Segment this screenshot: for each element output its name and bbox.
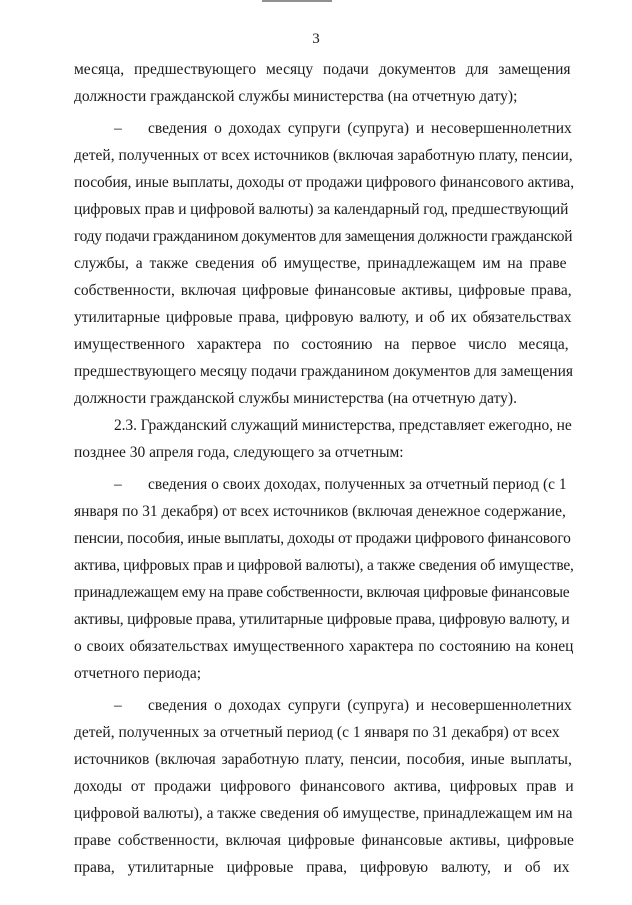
text-line: цифровых прав и цифровой валюты) за календарный год, предшествующий — [74, 201, 569, 218]
scan-top-mark — [262, 0, 332, 2]
section-heading-line: 2.3. Гражданский служащий министерства, представляет ежегодно, не — [114, 417, 572, 434]
text-line: отчетного периода; — [74, 665, 202, 682]
text-line: году подачи гражданином документов для замещения должности гражданской — [74, 228, 573, 245]
text-line: доходы от продажи цифрового финансового актива, цифровых прав и — [74, 778, 574, 795]
text-line: месяца, предшествующего месяцу подачи документов для замещения — [74, 61, 571, 78]
text-line: пособия, иные выплаты, доходы от продажи цифрового финансового актива, — [74, 174, 574, 191]
text-line: службы, а также сведения об имуществе, принадлежащем им на праве — [74, 255, 567, 272]
page-number: 3 — [312, 31, 320, 47]
text-line: утилитарные цифровые права, цифровую валюту, и об их обязательствах — [74, 309, 572, 326]
text-line: пенсии, пособия, иные выплаты, доходы от продажи цифрового финансового — [74, 530, 571, 547]
text-line: принадлежащем ему на праве собственности, включая цифровые финансовые — [74, 584, 570, 601]
text-line: о своих обязательствах имущественного характера по состоянию на конец — [74, 638, 574, 655]
list-dash: – — [114, 476, 122, 493]
text-line: собственности, включая цифровые финансовые активы, цифровые права, — [74, 282, 572, 299]
text-line: цифровой валюты), а также сведения об имуществе, принадлежащем им на — [74, 805, 573, 822]
text-line: должности гражданской службы министерства (на отчетную дату); — [74, 88, 518, 105]
list-dash: – — [114, 120, 122, 137]
text-line: активы, цифровые права, утилитарные цифровые права, цифровую валюту, и — [74, 611, 570, 628]
text-line: предшествующего месяцу подачи гражданином документов для замещения — [74, 363, 574, 380]
text-line: детей, полученных за отчетный период (с 1 января по 31 декабря) от всех — [74, 724, 560, 741]
text-line: сведения о доходах супруги (супруга) и несовершеннолетних — [148, 120, 572, 137]
text-line: сведения о своих доходах, полученных за отчетный период (с 1 — [148, 476, 567, 493]
text-line: сведения о доходах супруги (супруга) и несовершеннолетних — [148, 697, 572, 714]
text-line: детей, полученных от всех источников (включая заработную плату, пенсии, — [74, 147, 573, 164]
text-line: должности гражданской службы министерства (на отчетную дату). — [74, 390, 517, 407]
text-line: имущественного характера по состоянию на первое число месяца, — [74, 336, 569, 353]
text-line: января по 31 декабря) от всех источников (включая денежное содержание, — [74, 503, 566, 520]
text-line: источников (включая заработную плату, пенсии, пособия, иные выплаты, — [74, 751, 572, 768]
text-line: праве собственности, включая цифровые финансовые активы, цифровые — [74, 832, 574, 849]
text-line: актива, цифровых прав и цифровой валюты), а также сведения об имуществе, — [74, 557, 574, 574]
text-line: права, утилитарные цифровые права, цифровую валюту, и об их — [74, 859, 570, 876]
list-dash: – — [114, 697, 122, 714]
text-line: позднее 30 апреля года, следующего за отчетным: — [74, 444, 404, 461]
